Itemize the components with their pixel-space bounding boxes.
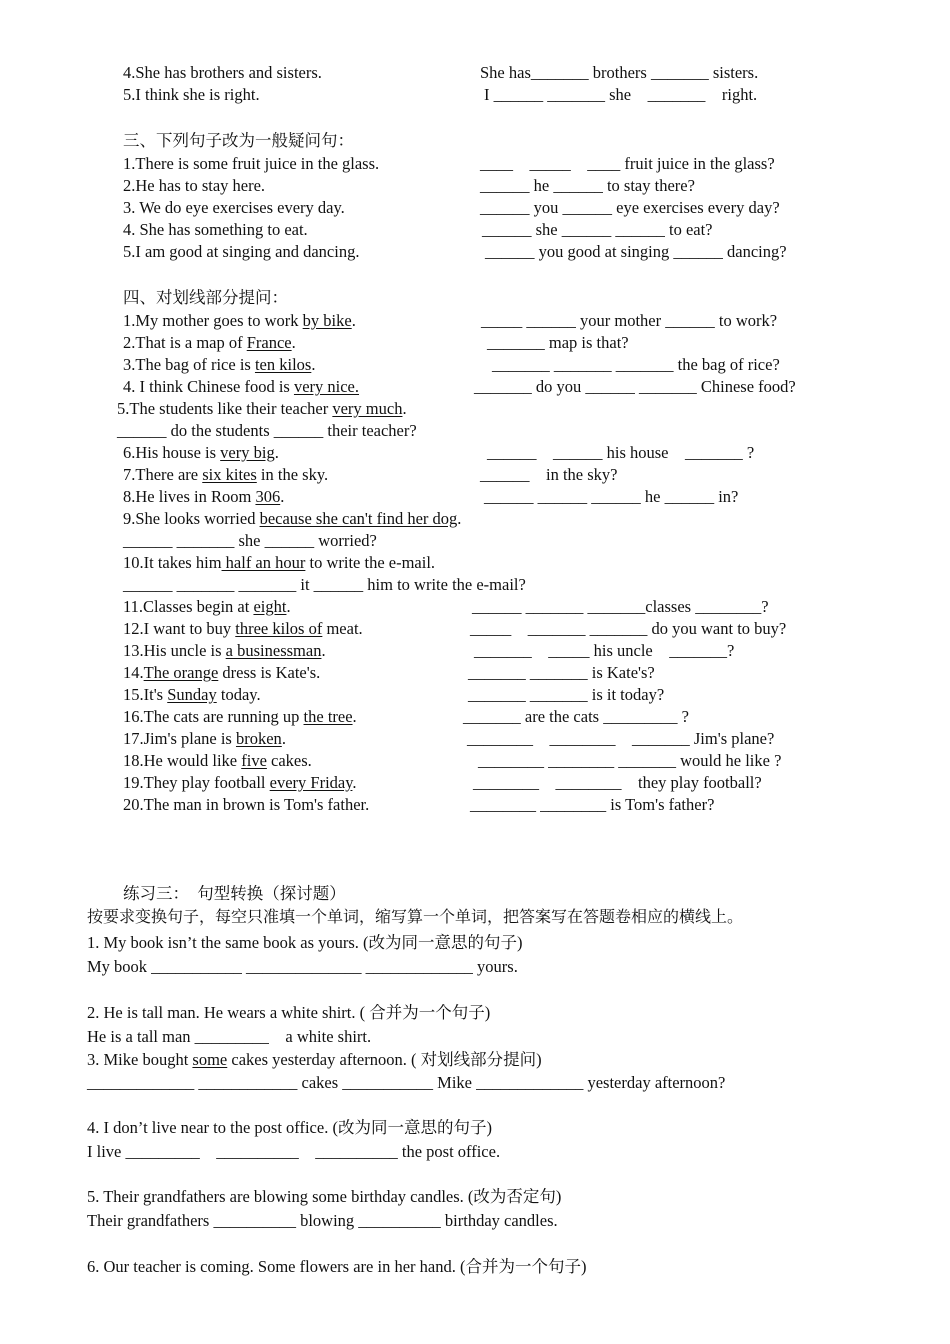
ex3-title: 练习三： 句型转换（探讨题） [123,884,346,903]
underlined-part: half an hour [221,553,306,572]
p4-q15-answer-line: _______ _______ is it today? [468,685,665,704]
p4-q9-question: 9.She looks worried because she can't find her dog. [123,509,462,528]
underlined-part: some [192,1050,228,1069]
ex3-instructions: 按要求变换句子，每空只准填一个单词，缩写算一个单词，把答案写在答题卷相应的横线上。 [87,909,744,926]
p3-q2-answer-line: ______ he ______ to stay there? [480,176,695,195]
p4-q8-answer-line: ______ ______ ______ he ______ in? [484,487,739,506]
p2-q4-question: 4.She has brothers and sisters. [123,63,322,82]
underlined-part: very big [220,443,275,462]
p2-q5-question: 5.I think she is right. [123,85,260,104]
ex3-q5-question: 5. Their grandfathers are blowing some birthday candles. (改为否定句) [87,1187,562,1206]
p2-q4-answer-line: She has_______ brothers _______ sisters. [480,63,759,82]
p4-q13-question: 13.His uncle is a businessman. [123,641,326,660]
p4-q2-question: 2.That is a map of France. [123,333,296,352]
p4-q7-question: 7.There are six kites in the sky. [123,465,329,484]
p4-q5-answer-line: ______ do the students ______ their teacher? [117,421,417,440]
underlined-part: broken [235,729,282,748]
p4-q13-answer-line: _______ _____ his uncle _______? [474,641,735,660]
underlined-part: three kilos of [235,619,323,638]
p4-q4-question: 4. I think Chinese food is very nice. [123,377,360,396]
p4-q4-answer-line: _______ do you ______ _______ Chinese food? [474,377,796,396]
part4-heading: 四、对划线部分提问： [123,288,288,307]
underlined-part: the tree [303,707,353,726]
p4-q10-answer-line: ______ _______ _______ it ______ him to write the e-mail? [123,575,526,594]
ex3-q6-question: 6. Our teacher is coming. Some flowers are in her hand. (合并为一个句子) [87,1257,587,1276]
p4-q17-answer-line: ________ ________ _______ Jim's plane? [467,729,775,748]
underlined-part: a businessman [225,641,322,660]
part3-heading: 三、下列句子改为一般疑问句： [123,131,354,150]
p4-q12-question: 12.I want to buy three kilos of meat. [123,619,363,638]
p3-q5-question: 5.I am good at singing and dancing. [123,242,360,261]
p2-q5-answer-line: I ______ _______ she _______ right. [484,85,758,104]
ex3-q4-question: 4. I don’t live near to the post office. (改为同一意思的句子) [87,1118,492,1137]
p4-q15-question: 15.It's Sunday today. [123,685,261,704]
underlined-part: Sunday [167,685,217,704]
ex3-q1-question: 1. My book isn’t the same book as yours. (改为同一意思的句子) [87,933,523,952]
p4-q1-answer-line: _____ ______ your mother ______ to work? [481,311,778,330]
p4-q19-answer-line: ________ ________ they play football? [473,773,762,792]
p4-q12-answer-line: _____ _______ _______ do you want to buy? [470,619,787,638]
underlined-part: six kites [202,465,257,484]
ex3-q4-answer-line: I live _________ __________ __________ the post office. [87,1142,501,1161]
underlined-part: The orange [143,663,219,682]
p4-q16-answer-line: _______ are the cats _________ ? [463,707,689,726]
underlined-part: by bike [302,311,352,330]
p3-q4-question: 4. She has something to eat. [123,220,308,239]
p4-q7-answer-line: ______ in the sky? [480,465,618,484]
p4-q10-question: 10.It takes him half an hour to write the e-mail. [123,553,436,572]
p4-q18-question: 18.He would like five cakes. [123,751,312,770]
p4-q6-answer-line: ______ ______ his house _______ ? [487,443,755,462]
p3-q3-question: 3. We do eye exercises every day. [123,198,345,217]
ex3-q1-answer-line: My book ___________ ______________ _____________ yours. [87,957,518,976]
p4-q14-question: 14.The orange dress is Kate's. [123,663,321,682]
p4-q11-question: 11.Classes begin at eight. [123,597,291,616]
p4-q18-answer-line: ________ ________ _______ would he like ? [478,751,782,770]
ex3-q2-question: 2. He is tall man. He wears a white shirt. ( 合并为一个句子) [87,1003,491,1022]
p4-q2-answer-line: _______ map is that? [487,333,629,352]
ex3-q2-answer-line: He is a tall man _________ a white shirt. [87,1027,372,1046]
p3-q5-answer-line: ______ you good at singing ______ dancing? [485,242,787,261]
p4-q19-question: 19.They play football every Friday. [123,773,357,792]
p4-q11-answer-line: ______ _______ _______classes ________? [472,597,769,616]
p3-q1-answer-line: ____ _____ ____ fruit juice in the glass? [480,154,775,173]
p4-q20-answer-line: ________ ________ is Tom's father? [470,795,715,814]
p4-q9-answer-line: ______ _______ she ______ worried? [123,531,377,550]
p3-q1-question: 1.There is some fruit juice in the glass. [123,154,380,173]
p4-q17-question: 17.Jim's plane is broken. [123,729,286,748]
underlined-part: because she can't find her dog [259,509,458,528]
p4-q14-answer-line: _______ _______ is Kate's? [468,663,655,682]
ex3-q3-answer-line: _____________ ____________ cakes ___________ Mike _____________ yesterday afternoon? [87,1073,726,1092]
underlined-part: eight [253,597,287,616]
underlined-part: every Friday [269,773,353,792]
p4-q6-question: 6.His house is very big. [123,443,279,462]
p4-q5-question: 5.The students like their teacher very much. [117,399,407,418]
underlined-part: ten kilos [254,355,312,374]
underlined-part: very much [332,399,403,418]
ex3-q5-answer-line: Their grandfathers __________ blowing __________ birthday candles. [87,1211,558,1230]
p3-q2-question: 2.He has to stay here. [123,176,266,195]
p4-q3-answer-line: _______ _______ _______ the bag of rice? [492,355,780,374]
p4-q8-question: 8.He lives in Room 306. [123,487,285,506]
p3-q4-answer-line: ______ she ______ ______ to eat? [482,220,713,239]
ex3-q3-question: 3. Mike bought some cakes yesterday afternoon. ( 对划线部分提问) [87,1050,542,1069]
p4-q3-question: 3.The bag of rice is ten kilos. [123,355,316,374]
p4-q20-question: 20.The man in brown is Tom's father. [123,795,370,814]
underlined-part: 306 [255,487,281,506]
underlined-part: five [241,751,267,770]
p4-q1-question: 1.My mother goes to work by bike. [123,311,356,330]
underlined-part: France [246,333,292,352]
p4-q16-question: 16.The cats are running up the tree. [123,707,357,726]
underlined-part: very nice. [293,377,360,396]
p3-q3-answer-line: ______ you ______ eye exercises every day? [480,198,780,217]
